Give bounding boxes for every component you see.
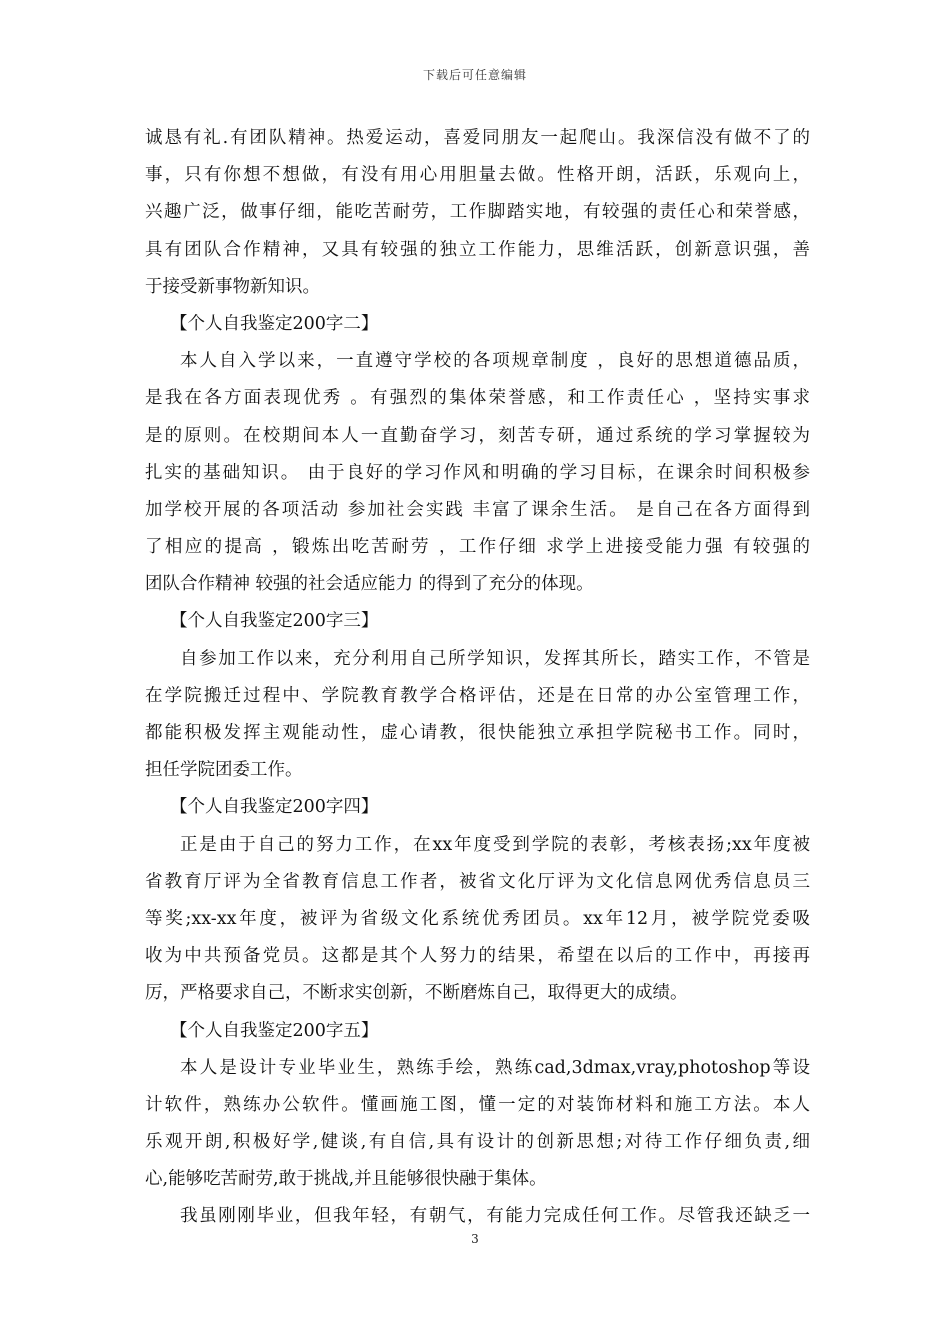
text-line: 事，只有你想不想做，有没有用心用胆量去做。性格开朗，活跃，乐观向上， [145, 165, 810, 186]
paragraph-4 [145, 827, 810, 1013]
text-line: 本人是设计专业毕业生，熟练手绘，熟练cad,3dmax,vray,photoshop等设 [180, 1057, 810, 1078]
text-line: 本人自入学以来，一直遵守学校的各项规章制度 ，良好的思想道德品质， [180, 351, 810, 372]
text-line: 加学校开展的各项活动 参加社会实践 丰富了课余生活。 是自己在各方面得到 [145, 499, 810, 520]
text-line: 正是由于自己的努力工作，在xx年度受到学院的表彰，考核表扬;xx年度被 [180, 834, 810, 855]
document-body [145, 120, 810, 1236]
text-line: 兴趣广泛，做事仔细，能吃苦耐劳，工作脚踏实地，有较强的责任心和荣誉感， [145, 202, 810, 223]
text-line: 团队合作精神 较强的社会适应能力 的得到了充分的体现。 [145, 574, 594, 595]
paragraph-1 [145, 120, 810, 306]
text-line: 于接受新事物新知识。 [145, 276, 320, 297]
text-line: 计软件，熟练办公软件。懂画施工图，懂一定的对装饰材料和施工方法。本人 [145, 1094, 810, 1115]
page-header: 下载后可任意编辑 [422, 68, 527, 82]
text-line: 都能积极发挥主观能动性，虚心请教，很快能独立承担学院秘书工作。同时， [145, 723, 810, 743]
page-number: 3 [471, 1232, 479, 1246]
text-line: 等奖;xx-xx年度，被评为省级文化系统优秀团员。xx年12月，被学院党委吸 [145, 908, 810, 929]
text-line: 是我在各方面表现优秀 。有强烈的集体荣誉感，和工作责任心 ，坚持实事求 [145, 388, 810, 409]
text-line: 我虽刚刚毕业，但我年轻，有朝气，有能力完成任何工作。尽管我还缺乏一 [180, 1206, 810, 1227]
section-heading-3: 【个人自我鉴定200字三】 [170, 611, 379, 632]
section-heading-4: 【个人自我鉴定200字四】 [170, 797, 379, 818]
text-line: 扎实的基础知识。 由于良好的学习作风和明确的学习目标，在课余时间积极参 [145, 462, 810, 483]
paragraph-5 [145, 1050, 810, 1199]
text-line: 担任学院团委工作。 [145, 760, 303, 781]
paragraph-6 [145, 1198, 810, 1235]
text-line: 具有团队合作精神，又具有较强的独立工作能力，思维活跃，创新意识强，善 [145, 239, 810, 260]
text-line: 诚恳有礼.有团队精神。热爱运动，喜爱同朋友一起爬山。我深信没有做不了的 [145, 128, 810, 148]
text-line: 是的原则。在校期间本人一直勤奋学习，刻苦专研，通过系统的学习掌握较为 [145, 425, 810, 446]
text-line: 收为中共预备党员。这都是其个人努力的结果，希望在以后的工作中，再接再 [145, 946, 810, 967]
text-line: 乐观开朗,积极好学,健谈,有自信,具有设计的创新思想;对待工作仔细负责,细 [145, 1132, 810, 1153]
text-line: 了相应的提高 ，锻炼出吃苦耐劳 ，工作仔细 求学上进接受能力强 有较强的 [145, 537, 810, 558]
section-heading-2: 【个人自我鉴定200字二】 [170, 313, 379, 334]
text-line: 自参加工作以来，充分利用自己所学知识，发挥其所长，踏实工作，不管是 [180, 648, 810, 669]
section-heading-5: 【个人自我鉴定200字五】 [170, 1020, 379, 1041]
text-line: 在学院搬迁过程中、学院教育教学合格评估，还是在日常的办公室管理工作， [145, 685, 810, 706]
text-line: 省教育厅评为全省教育信息工作者，被省文化厅评为文化信息网优秀信息员三 [145, 871, 810, 892]
paragraph-2 [145, 343, 810, 603]
paragraph-3 [145, 641, 810, 790]
text-line: 厉，严格要求自己，不断求实创新，不断磨炼自己，取得更大的成绩。 [145, 983, 688, 1004]
text-line: 心,能够吃苦耐劳,敢于挑战,并且能够很快融于集体。 [145, 1169, 547, 1190]
